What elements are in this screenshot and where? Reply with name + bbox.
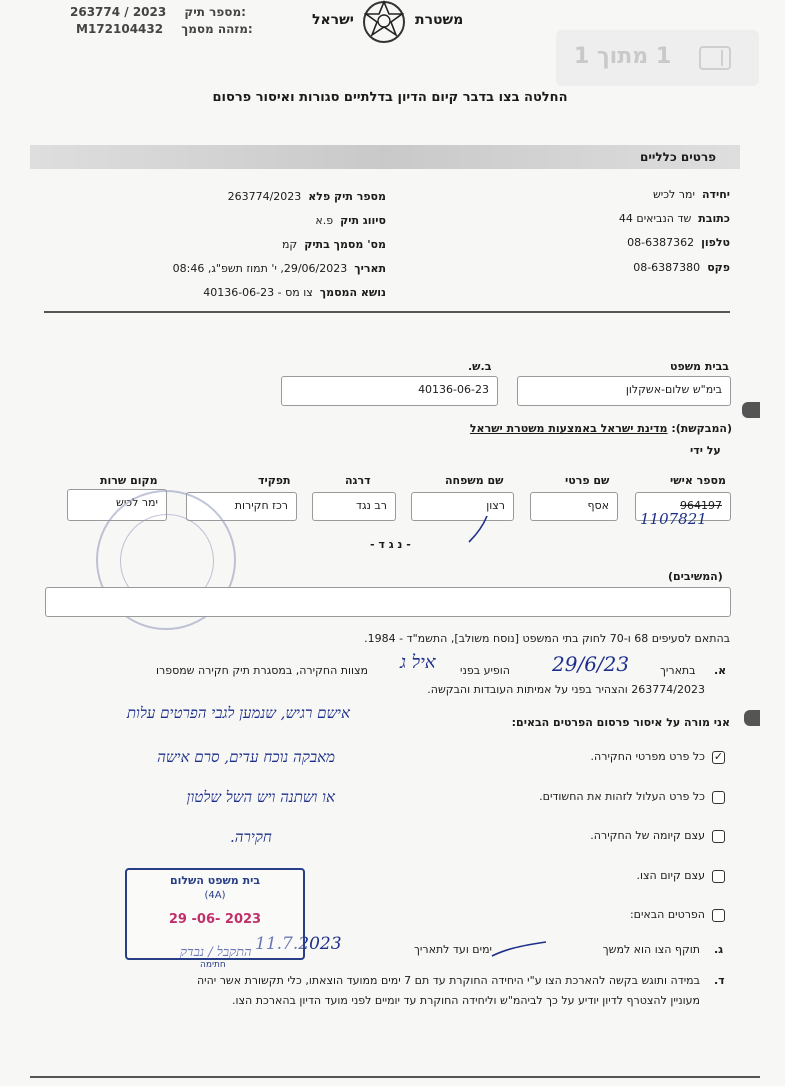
police-word: משטרת [415, 12, 464, 28]
respondents-label: (המשיבים) [668, 570, 723, 583]
handwritten-note-3: או ושתנה ויש השל שלטון [186, 788, 335, 806]
document-id-label: מזהה מסמך: [181, 22, 253, 36]
item-d-letter: ד. [714, 974, 725, 987]
handwritten-note-1: אישם רגיש, שנמען לגבי הפרטים עלות [126, 704, 350, 722]
officer-place-field[interactable]: ימר לכיש [67, 489, 167, 521]
case-number-line [70, 5, 246, 19]
officer-rank-field[interactable]: רב נגד [312, 492, 396, 521]
unit-row: יחידה ימר לכיש [652, 188, 730, 201]
document-id-value: M172104432 [76, 22, 164, 36]
item-a-letter: א. [714, 664, 727, 677]
checkbox-following[interactable] [712, 909, 725, 922]
doc-number-row: מס' מסמך בתיק קמ [281, 238, 386, 251]
item-a-text3: מצוות החקירה, במסגרת תיק חקירה שמספרו [156, 664, 368, 677]
handwritten-date: 29/6/23 [552, 652, 630, 676]
last-name-scribble-icon [465, 514, 495, 544]
subject-row: נושא המסמך צו מס - 40136-06-23 [203, 286, 386, 299]
phone-row: טלפון 08-6387362 [627, 236, 730, 249]
section-divider [44, 311, 730, 313]
officer-header-rank: דרגה [345, 474, 371, 487]
officer-header-last: שם משפחה [445, 474, 504, 487]
handwritten-received: התקבל / נבדק [180, 945, 252, 960]
officer-id-field[interactable]: 964197 [635, 492, 731, 521]
checkbox-label-following: הפרטים הבאים: [629, 908, 705, 921]
page-counter-text: 1 מתוך 1 [574, 44, 672, 69]
item-a-text4: 263774/2023 והצהיר בפני על אמיתות העובדות והבקשה. [427, 683, 705, 696]
checkbox-label-details: כל פרט מפרטי החקירה. [590, 750, 705, 763]
bs-label: ב.ש. [468, 360, 492, 373]
checkbox-label-suspects: כל פרט העלול לזהות את החשודים. [539, 790, 705, 803]
checkbox-order[interactable] [712, 870, 725, 883]
officer-role-field[interactable]: רכז חקירות [186, 492, 297, 521]
checkbox-details[interactable]: ✓ [713, 750, 724, 763]
court-stamp-date: 29 -06- 2023 [168, 912, 262, 927]
page-counter-badge [556, 30, 759, 86]
item-g-letter: ג. [714, 943, 724, 956]
item-d-line2: מעוניין להצטרף לדיון יודיע על כך לביהמ"ש וליחידה החוקרת עד יומיים לפני מועד הדיון בהארכת הצו. [232, 994, 700, 1007]
case-number-label: מספר תיק: [184, 5, 246, 19]
staple-icon-2 [744, 710, 760, 726]
court-stamp [125, 868, 305, 960]
by-label: על ידי [690, 444, 721, 457]
item-d-line1: במידה ותוגש בקשה להארכת הצו ע"י היחידה החוקרת עד תם 7 ימים ממועד הוצאתו, כלי תקשורת אשר יהיה [196, 974, 700, 987]
staple-icon [742, 402, 760, 418]
officer-header-role: תפקיד [258, 474, 291, 487]
law-text: בהתאם לסעיפים 68 ו-70 לחוק בתי המשפט [נוסח משולב], התשמ"ד - 1984. [364, 632, 730, 645]
document-title: החלטה בצו בדבר קיום הדיון בדלתיים סגורות ואיסור פרסום [212, 90, 568, 105]
bottom-divider [30, 1076, 760, 1078]
court-name-field[interactable]: בימ"ש שלום-אשקלון [517, 376, 731, 406]
officer-first-field[interactable]: אסף [530, 492, 618, 521]
bs-number-field[interactable]: 40136-06-23 [281, 376, 498, 406]
court-stamp-line2: (4A) [204, 890, 226, 901]
handwritten-note-4: חקירה. [230, 828, 272, 846]
against-label: - נ ג ד - [370, 538, 411, 551]
item-g-text1: תוקף הצו הוא למשך [602, 943, 700, 956]
handwritten-name: איל ג [400, 652, 436, 673]
case-class-row: סיווג תיק פ.א [315, 214, 386, 227]
officer-header-first: שם פרטי [565, 474, 610, 487]
fax-row: פקס 08-6387380 [633, 261, 730, 274]
court-stamp-line1: בית משפט השלום [169, 874, 261, 887]
officer-header-place: מקום שרות [100, 474, 158, 487]
checkbox-label-order: עצם קיום הצו. [636, 869, 705, 882]
item-a-text1: בתאריך [660, 664, 696, 677]
handwritten-note-2: מאבקה נוכח עדים, סרם אישה [157, 748, 335, 766]
checkbox-suspects[interactable] [712, 791, 725, 804]
date-row: תאריך 29/06/2023, י' תמוז תשפ"ג, 08:46 [172, 262, 386, 275]
pages-icon [699, 46, 731, 70]
item-b-intro: אני מורה על איסור פרסום הפרטים הבאים: [511, 716, 730, 729]
general-section-bar [30, 145, 740, 169]
israel-word: ישראל [312, 12, 354, 28]
checkbox-existence[interactable] [712, 830, 725, 843]
officer-header-id: מספר אישי [670, 474, 726, 487]
court-label: בבית משפט [670, 360, 730, 373]
item-a-text2: הופיע בפני [460, 664, 510, 677]
officer-last-field[interactable]: רצון [411, 492, 514, 521]
police-emblem-icon [358, 0, 410, 48]
case-number-value: 263774 / 2023 [70, 5, 167, 19]
signature-icon [490, 940, 550, 960]
respondents-field[interactable] [45, 587, 731, 617]
handwritten-officer-number: 1107821 [640, 510, 707, 528]
address-row: כתובת שד הנביאים 44 [618, 212, 730, 225]
general-heading: פרטים כלליים [640, 150, 717, 164]
item-g-text2: ימים ועד לתאריך [414, 943, 492, 956]
checkbox-label-existence: עצם קיומה של החקירה. [590, 829, 705, 842]
stamp-signature-label: חתימה [200, 960, 226, 970]
requester-line: (המבקשת): מדינת ישראל באמצעות משטרת ישראל [469, 422, 732, 435]
document-id-line [76, 22, 253, 36]
case-file-row: מספר תיק פלא 263774/2023 [227, 190, 386, 203]
handwritten-until-date: 11.7.2023 [255, 934, 342, 954]
